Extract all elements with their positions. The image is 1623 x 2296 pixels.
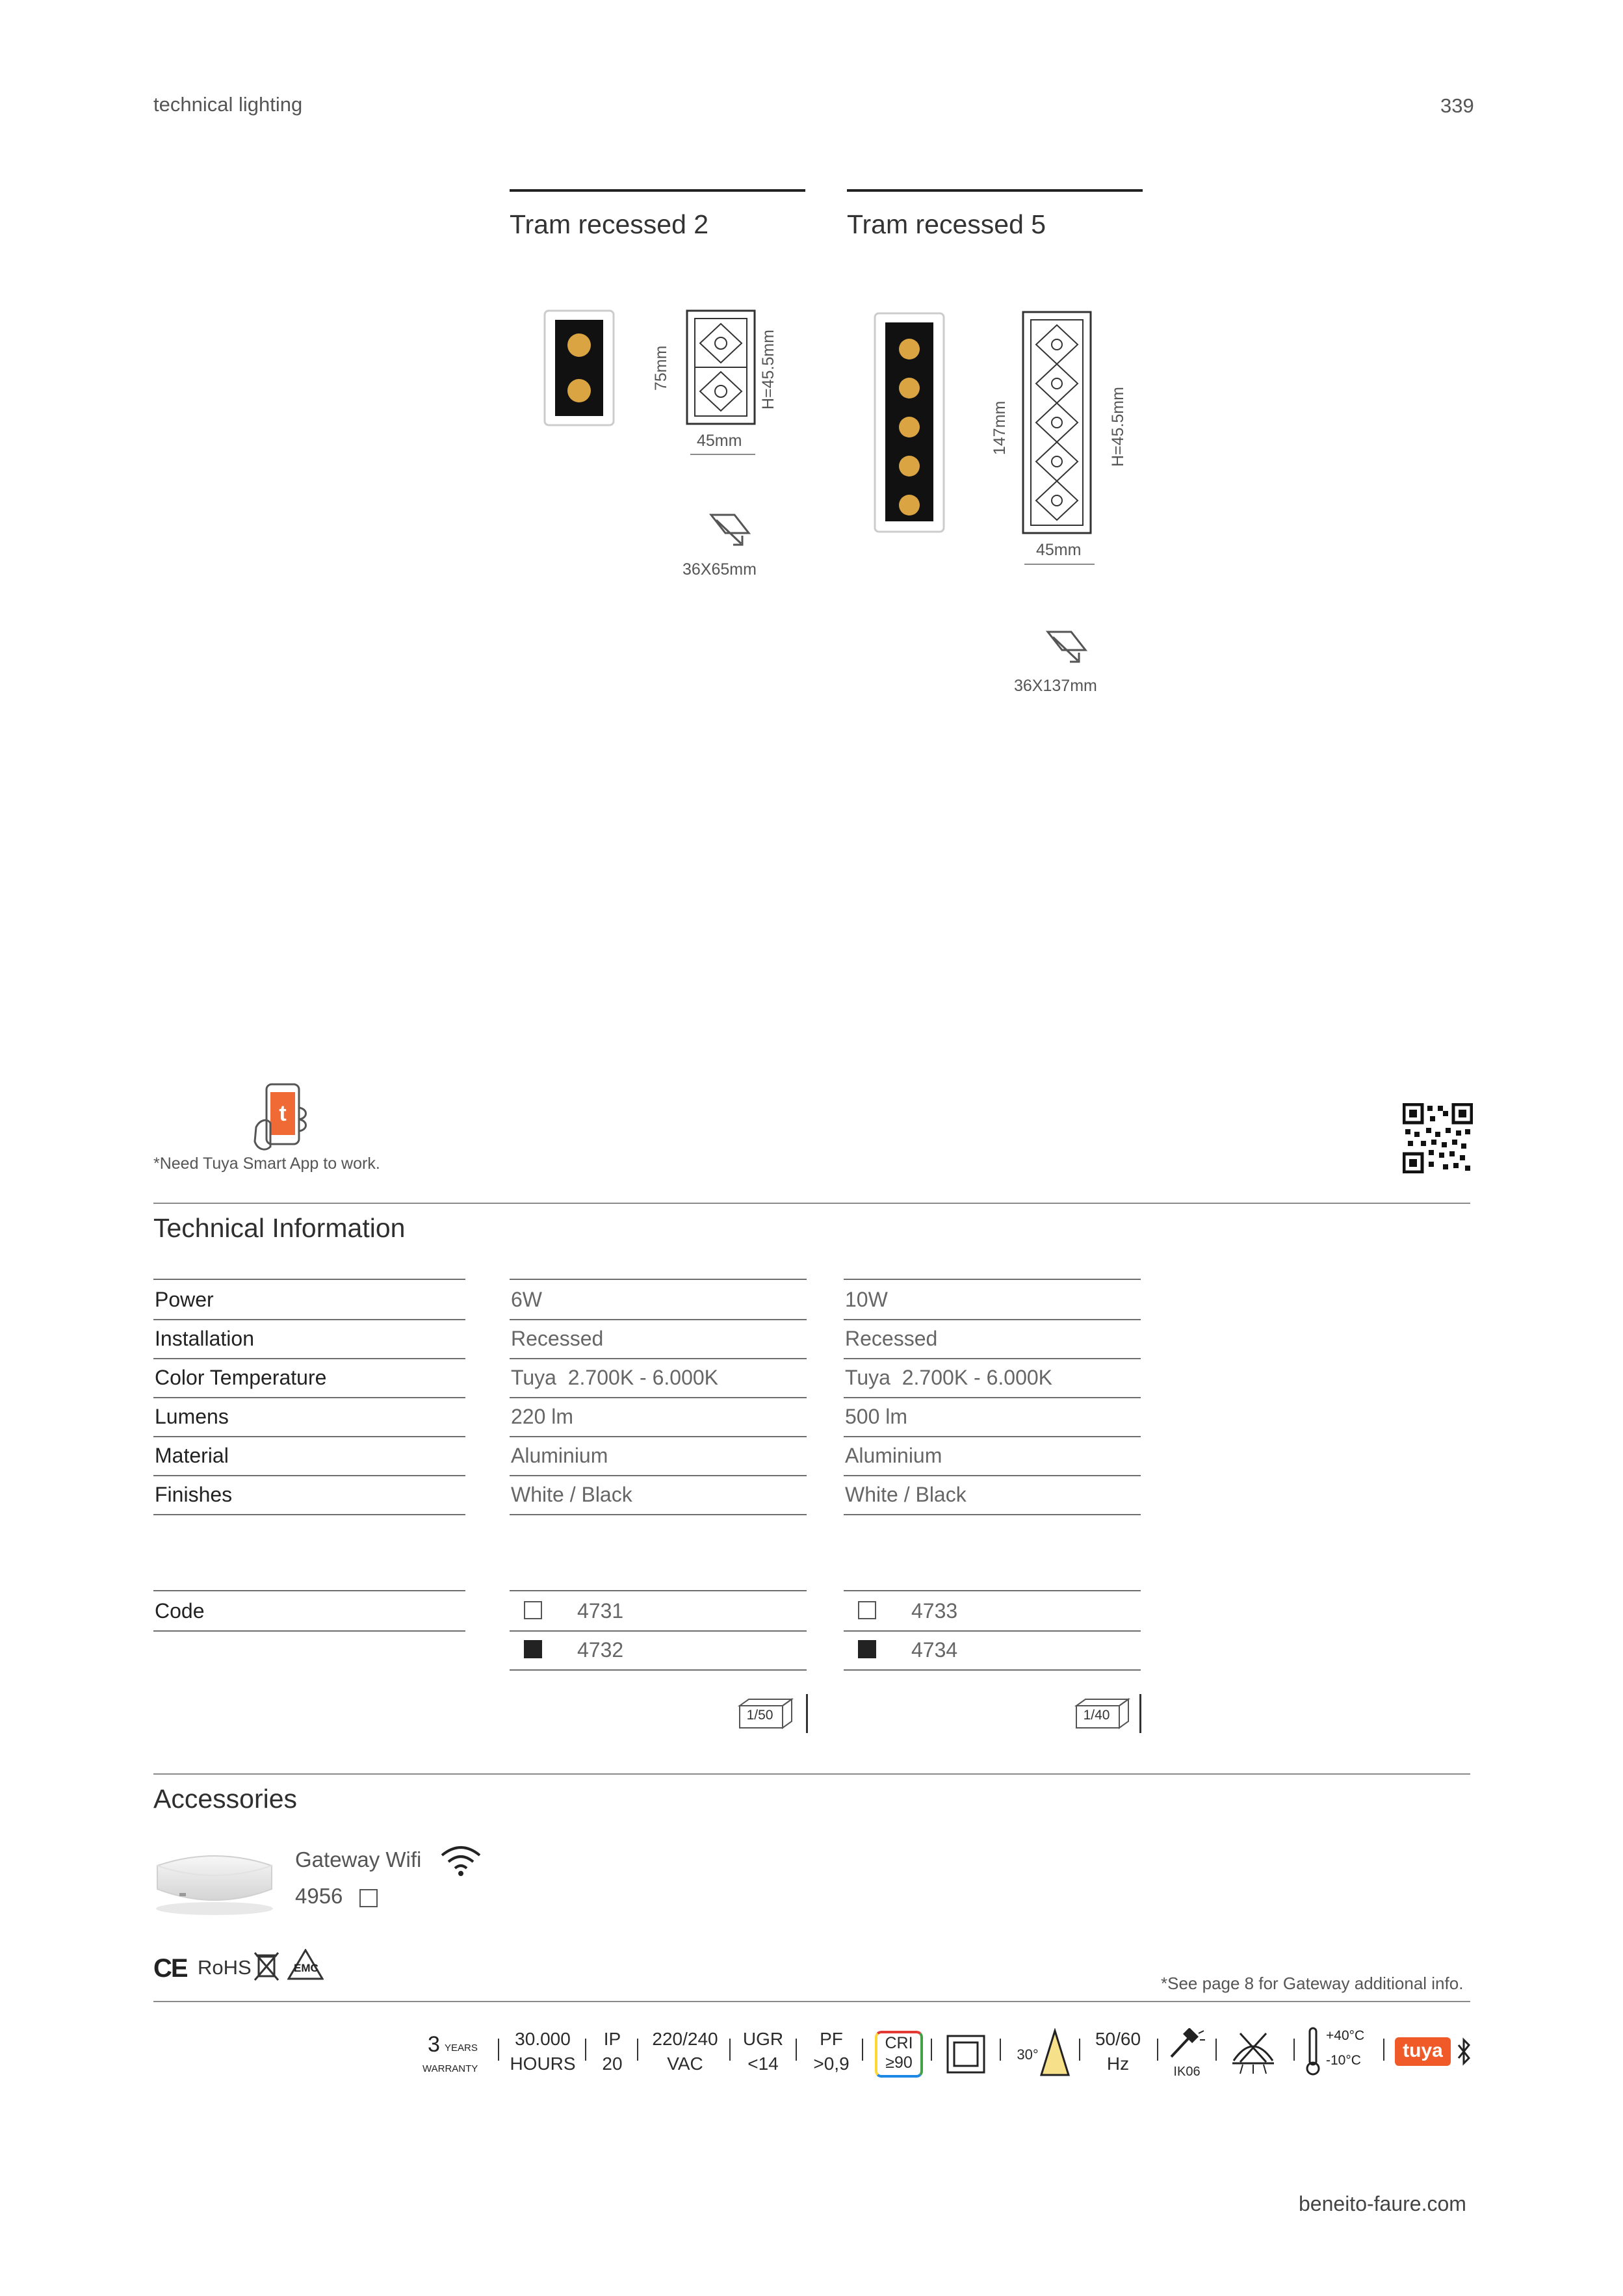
tech-label-material: Material [153, 1436, 465, 1476]
spec-separator [1293, 2039, 1295, 2061]
cutout-icon [707, 511, 753, 550]
pf-label: PF [820, 2029, 843, 2049]
code-4731: 4731 [577, 1599, 624, 1623]
ugr-label: UGR [742, 2029, 784, 2049]
product-photo-5 [874, 312, 946, 534]
cutout-5: 36X137mm [1014, 677, 1097, 695]
code-4733: 4733 [911, 1599, 958, 1623]
no-insulation-cover-icon [1227, 2027, 1279, 2076]
qr-code-icon[interactable] [1403, 1103, 1473, 1173]
spec-separator [1079, 2039, 1080, 2061]
tech-col1-finishes: White / Black [510, 1475, 807, 1515]
pf-value: >0,9 [813, 2054, 850, 2074]
spec-separator [931, 2039, 932, 2061]
tech-col2-power: 10W [844, 1279, 1141, 1320]
dim-depth-2: H=45.5mm [759, 330, 777, 410]
pack-qty-5: 1/40 [1083, 1708, 1110, 1723]
hours-value: 30.000 [515, 2029, 571, 2049]
temp-max: +40°C [1326, 2028, 1365, 2043]
tuya-app-icon [251, 1082, 309, 1156]
checkbox-accessory[interactable] [359, 1889, 378, 1907]
spec-separator [637, 2039, 638, 2061]
ugr-value: <14 [747, 2054, 779, 2074]
gateway-note: *See page 8 for Gateway additional info. [1161, 1974, 1464, 1993]
pack-qty-2: 1/50 [746, 1708, 773, 1723]
section-divider [153, 2001, 1470, 2002]
product-rule-1 [510, 189, 805, 192]
pack-divider [806, 1694, 808, 1733]
product-drawing-5 [1022, 311, 1093, 536]
gateway-image [151, 1844, 278, 1918]
rohs-mark: RoHS [198, 1956, 252, 1979]
tech-label-color-temperature: Color Temperature [153, 1358, 465, 1398]
accessory-code: 4956 [295, 1884, 343, 1908]
voltage-unit: VAC [667, 2054, 703, 2074]
spec-separator [862, 2039, 863, 2061]
dim-line-2 [690, 454, 755, 455]
pack-divider [1139, 1694, 1141, 1733]
tech-col2-finishes: White / Black [844, 1475, 1141, 1515]
code-row-black-5 [844, 1630, 1141, 1671]
tech-col2-lumens: 500 lm [844, 1397, 1141, 1437]
product-drawing-2 [686, 309, 757, 426]
spec-separator [1383, 2039, 1384, 2061]
code-row-black-2 [510, 1630, 807, 1671]
dim-line-5 [1024, 564, 1095, 565]
thermometer-icon [1305, 2026, 1321, 2078]
product-title-2: Tram recessed 5 [847, 209, 1046, 239]
beam-angle-icon [1039, 2028, 1071, 2078]
code-row-white-2 [510, 1590, 807, 1632]
cutout-2: 36X65mm [682, 560, 757, 579]
tech-col2-color-temperature: Tuya 2.700K - 6.000K [844, 1358, 1141, 1398]
product-rule-2 [847, 189, 1143, 192]
frequency-value: 50/60 [1095, 2029, 1141, 2049]
code-4732: 4732 [577, 1638, 624, 1662]
bluetooth-icon [1456, 2037, 1473, 2067]
footer-url[interactable]: beneito-faure.com [1299, 2192, 1466, 2215]
code-4734: 4734 [911, 1638, 958, 1662]
cutout-icon [1044, 628, 1089, 667]
cri-value: ≥90 [885, 2054, 913, 2072]
spec-separator [796, 2039, 797, 2061]
tech-col1-material: Aluminium [510, 1436, 807, 1476]
tech-col2-material: Aluminium [844, 1436, 1141, 1476]
product-photo-2 [543, 309, 616, 428]
code-row-white-5 [844, 1590, 1141, 1632]
page-number: 339 [1440, 94, 1474, 117]
dim-height-5: 147mm [991, 400, 1009, 455]
tech-col1-lumens: 220 lm [510, 1397, 807, 1437]
spec-separator [1215, 2039, 1217, 2061]
weee-bin-icon [253, 1950, 279, 1983]
section-divider [153, 1773, 1470, 1775]
hammer-icon [1167, 2028, 1206, 2059]
dim-height-2: 75mm [652, 345, 670, 391]
tech-label-lumens: Lumens [153, 1397, 465, 1437]
section-divider [153, 1203, 1470, 1204]
dim-width-5: 45mm [1036, 541, 1082, 559]
class-ii-icon [946, 2035, 985, 2074]
checkbox-white[interactable] [858, 1601, 876, 1619]
section-title: technical lighting [153, 93, 303, 116]
spec-separator [498, 2039, 499, 2061]
emc-mark: EMC [294, 1962, 318, 1974]
tech-col1-color-temperature: Tuya 2.700K - 6.000K [510, 1358, 807, 1398]
app-note: *Need Tuya Smart App to work. [153, 1155, 380, 1173]
ip-label: IP [603, 2029, 621, 2049]
cri-label: CRI [885, 2034, 913, 2052]
checkbox-black[interactable] [524, 1640, 542, 1658]
ce-mark: CE [153, 1954, 187, 1983]
accessory-name: Gateway Wifi [295, 1847, 422, 1872]
temp-min: -10°C [1326, 2053, 1361, 2068]
ip-value: 20 [602, 2054, 623, 2074]
checkbox-white[interactable] [524, 1601, 542, 1619]
tech-title: Technical Information [153, 1213, 406, 1243]
tech-col2-installation: Recessed [844, 1319, 1141, 1359]
hours-label: HOURS [510, 2054, 576, 2074]
product-title-1: Tram recessed 2 [510, 209, 709, 239]
ik-rating: IK06 [1173, 2065, 1201, 2079]
spec-separator [1157, 2039, 1158, 2061]
tech-col1-power: 6W [510, 1279, 807, 1320]
beam-angle: 30° [1017, 2046, 1039, 2063]
spec-separator [729, 2039, 731, 2061]
warranty-years-number: 3 [428, 2032, 440, 2057]
dim-width-2: 45mm [697, 432, 742, 450]
wifi-icon [439, 1844, 482, 1877]
spec-separator [585, 2039, 586, 2061]
warranty-label: WARRANTY [422, 2063, 478, 2074]
voltage-value: 220/240 [652, 2029, 718, 2049]
warranty-years-unit: YEARS [445, 2042, 478, 2054]
tech-label-power: Power [153, 1279, 465, 1320]
spec-separator [1000, 2039, 1001, 2061]
svg-text:t: t [279, 1101, 287, 1126]
checkbox-black[interactable] [858, 1640, 876, 1658]
tech-label-finishes: Finishes [153, 1475, 465, 1515]
accessories-title: Accessories [153, 1784, 298, 1814]
code-label: Code [153, 1590, 465, 1632]
tech-label-installation: Installation [153, 1319, 465, 1359]
tech-col1-installation: Recessed [510, 1319, 807, 1359]
dim-depth-5: H=45.5mm [1109, 387, 1127, 467]
tuya-badge: tuya [1395, 2037, 1451, 2066]
frequency-unit: Hz [1106, 2054, 1130, 2074]
